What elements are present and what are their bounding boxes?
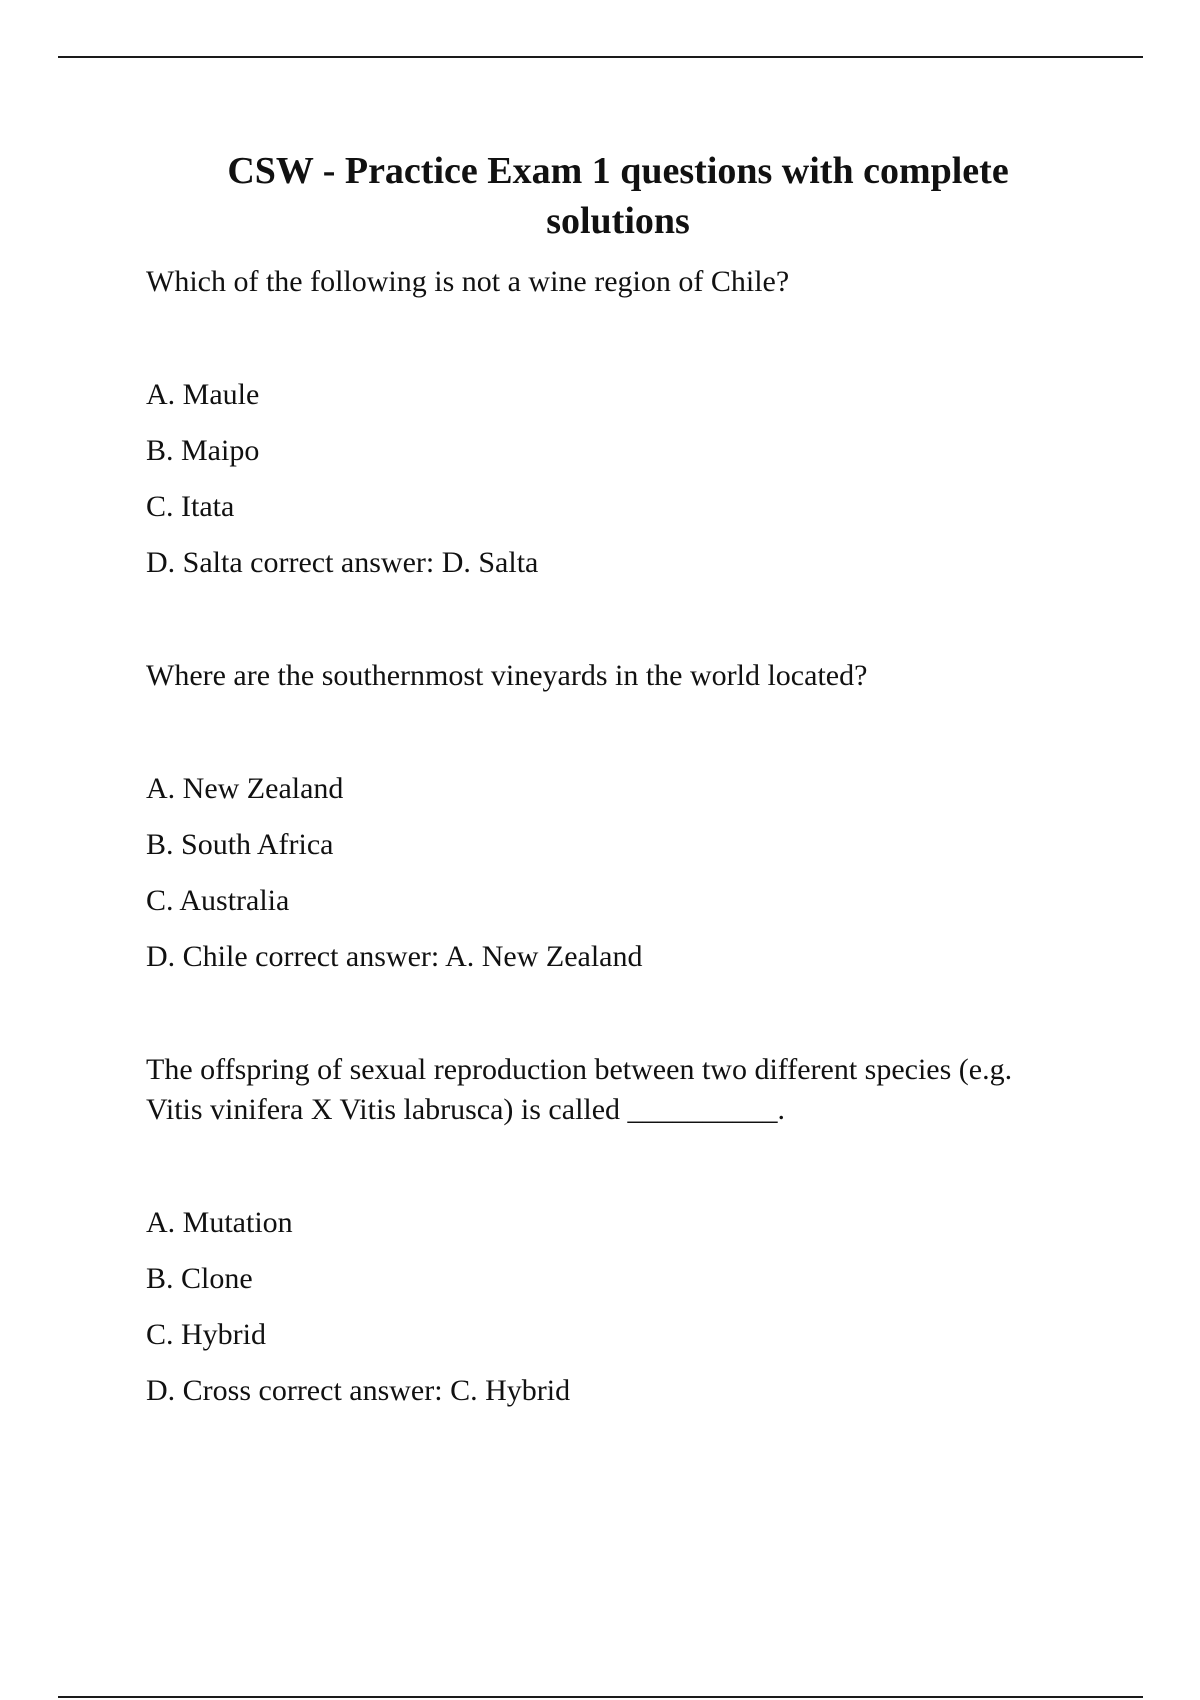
question-3-option-c: C. Hybrid [146, 1318, 266, 1351]
page-title-line-2: solutions [546, 200, 690, 242]
question-3-option-a: A. Mutation [146, 1206, 293, 1239]
question-3-text-line-2: Vitis vinifera X Vitis labrusca) is called __________. [146, 1093, 786, 1126]
question-2-option-c: C. Australia [146, 884, 290, 917]
question-1-option-a: A. Maule [146, 378, 260, 411]
question-2-text: Where are the southernmost vineyards in the world located? [146, 659, 868, 692]
question-1-option-b: B. Maipo [146, 434, 260, 467]
question-1-text: Which of the following is not a wine region of Chile? [146, 265, 790, 298]
question-2-option-d-answer: D. Chile correct answer: A. New Zealand [146, 940, 643, 973]
question-2-option-a: A. New Zealand [146, 772, 344, 805]
question-1-option-d-answer: D. Salta correct answer: D. Salta [146, 546, 539, 579]
question-3-option-d-answer: D. Cross correct answer: C. Hybrid [146, 1374, 571, 1407]
page-title [0, 146, 1200, 246]
footer-rule [58, 1696, 1143, 1698]
question-1-option-c: C. Itata [146, 490, 235, 523]
question-3-text-line-1: The offspring of sexual reproduction between two different species (e.g. [146, 1053, 1013, 1086]
header-rule [58, 56, 1143, 58]
question-2-option-b: B. South Africa [146, 828, 334, 861]
page-title-line-1: CSW - Practice Exam 1 questions with complete [227, 150, 1009, 192]
question-3-text [146, 1050, 1106, 1130]
question-3-option-b: B. Clone [146, 1262, 253, 1295]
